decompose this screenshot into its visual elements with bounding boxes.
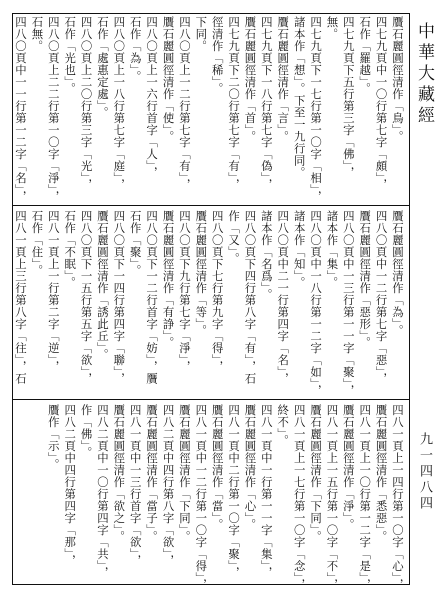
note-column: 四八〇頁中一三行第一一字「聚」，: [341, 210, 356, 397]
note-column: 四八〇頁上一二行第七字「有」，: [177, 16, 192, 191]
note-column: 諸本作「想」。下至一九行同。: [292, 16, 307, 179]
note-column: 四七九頁下二〇行第七字「有」，: [227, 16, 242, 191]
note-column: 四八〇頁下一二行首字「妨」，贋: [145, 210, 160, 385]
note-column: 四八一頁上一五行第一〇字「不」，: [325, 404, 340, 591]
note-column: 石作「為」。: [128, 16, 143, 83]
note-column: 四八一頁上一行第二字「逆」，: [46, 210, 61, 373]
note-column: 石作「不眠」。: [63, 210, 78, 289]
note-column: 四八一頁上一〇行第一二字「是」，: [358, 404, 373, 591]
note-column: 四八一頁中二行第一〇字「聚」，: [227, 404, 242, 579]
note-column: 贋石麗圓徑清作「有諍」。: [161, 210, 176, 349]
note-column: 四八二頁中一〇行第四字「共」，: [95, 404, 110, 579]
note-column: 四八〇頁上二二行第一〇字「淨」，: [46, 16, 61, 203]
note-column: 四八一頁上一四行第一〇字「心」，: [391, 404, 405, 591]
note-column: 贋石麗圓徑清作「言」。: [276, 16, 291, 143]
note-column: 無。: [325, 16, 340, 40]
band-divider-2: [12, 399, 410, 400]
note-column: 終不」。: [276, 404, 291, 447]
note-column: 石作「聚」。: [128, 210, 143, 277]
note-column: 四七九頁下一七行第一〇字「相」，: [309, 16, 324, 203]
note-column: 四八一頁中一三行首字「欲」，: [128, 404, 143, 567]
note-column: 四八〇頁下九行第七字「淨」，: [177, 210, 192, 373]
note-column: 贋石麗圓徑清作「鳥」。: [391, 16, 405, 143]
note-column: 四八〇頁下一四行第四字「聯」，: [112, 210, 127, 385]
note-column: 諸本作「名爲」。: [259, 210, 274, 301]
note-column: 四八〇頁下七行第九字「得」，: [210, 210, 225, 373]
note-column: 下同。: [194, 16, 209, 52]
note-column: 四八一頁上三行第八字「往」，石: [14, 210, 28, 385]
note-column: 四八〇頁中一二行第七字「惡」，: [374, 210, 389, 385]
note-column: 四八〇頁中二一行第四字「名」，: [276, 210, 291, 385]
note-column: 四八一頁上一七行第一〇字「念」，: [292, 404, 307, 591]
note-column: 作「又」。: [227, 210, 242, 265]
note-column: 石作「住」。: [30, 210, 45, 277]
note-column: 徑清作「稀」。: [210, 16, 225, 95]
note-column: 四七九頁下五行第三字「佛」，: [341, 16, 356, 179]
note-column: 四八〇頁上一六行首字「人」，: [145, 16, 160, 179]
note-column: 四七九頁下一八行第七字「偽」，: [259, 16, 274, 191]
note-column: 贋石麗圓徑清作「當」。: [210, 404, 225, 531]
note-column: 贋作「示」。: [46, 404, 61, 471]
note-column: 贋石麗圓徑清作「心」。: [243, 404, 258, 531]
note-column: 贋石麗圓徑清作「悉惡」。: [374, 404, 389, 543]
note-column: 贋石麗圓徑清作「惡形」。: [358, 210, 373, 349]
page-number: 九一四八四: [417, 432, 432, 512]
note-column: 四八一頁中一二行第一〇字「得」，: [194, 404, 209, 591]
note-column: 贋石麗圓徑清作「等」。: [194, 210, 209, 337]
note-column: 四八一頁中一行第一一字「集」，: [259, 404, 274, 579]
note-column: 石作「光也」。: [63, 16, 78, 95]
note-column: 四八〇頁下一五行第五字「欲」，: [79, 210, 94, 385]
note-column: 贋石麗圓徑清作「下同」。: [309, 404, 324, 543]
note-column: 贋石麗圓徑清作「下同」。: [177, 404, 192, 543]
scripture-title: 中華大藏經: [414, 22, 434, 127]
note-column: 贋石麗圓徑清作「淨」。: [341, 404, 356, 531]
note-column: 贋石麗圓徑清作「使」。: [161, 16, 176, 143]
note-column: 諸本作「知」。: [292, 210, 307, 289]
note-column: 贋石麗圓徑清作「為」。: [391, 210, 405, 337]
note-column: 贋石麗圓徑清作「欲之」。: [112, 404, 127, 543]
note-column: 贋石麗圓徑清作「首」。: [243, 16, 258, 143]
note-column: 作「佛」。: [79, 404, 94, 459]
note-column: 四八二頁中四行第八字「欲」，: [161, 404, 176, 567]
note-column: 石作「羅越」。: [358, 16, 373, 95]
note-column: 四八〇頁中一一行第一二字「名」，: [14, 16, 28, 203]
note-column: 贋石麗圓徑清作「誘此丘」。: [95, 210, 110, 361]
note-column: 石作「處惠定處」。: [95, 16, 110, 119]
note-column: 四七九頁中一〇行第七字「頗」，: [374, 16, 389, 191]
note-column: 四八〇頁上二〇行第三字「光」，: [79, 16, 94, 191]
note-column: 四八二頁中四行第四字「那」，: [63, 404, 78, 567]
note-column: 石無。: [30, 16, 45, 52]
note-column: 贋石麗圓徑清作「當子」。: [145, 404, 160, 543]
note-column: 四八〇頁中一八行第一二字「如」，: [309, 210, 324, 397]
note-column: 四八〇頁下四行第八字「有」，石: [243, 210, 258, 385]
band-divider-1: [12, 205, 410, 206]
note-column: 四八〇頁上一八行第七字「庭」，: [112, 16, 127, 191]
note-column: 諸本作「集」。: [325, 210, 340, 289]
